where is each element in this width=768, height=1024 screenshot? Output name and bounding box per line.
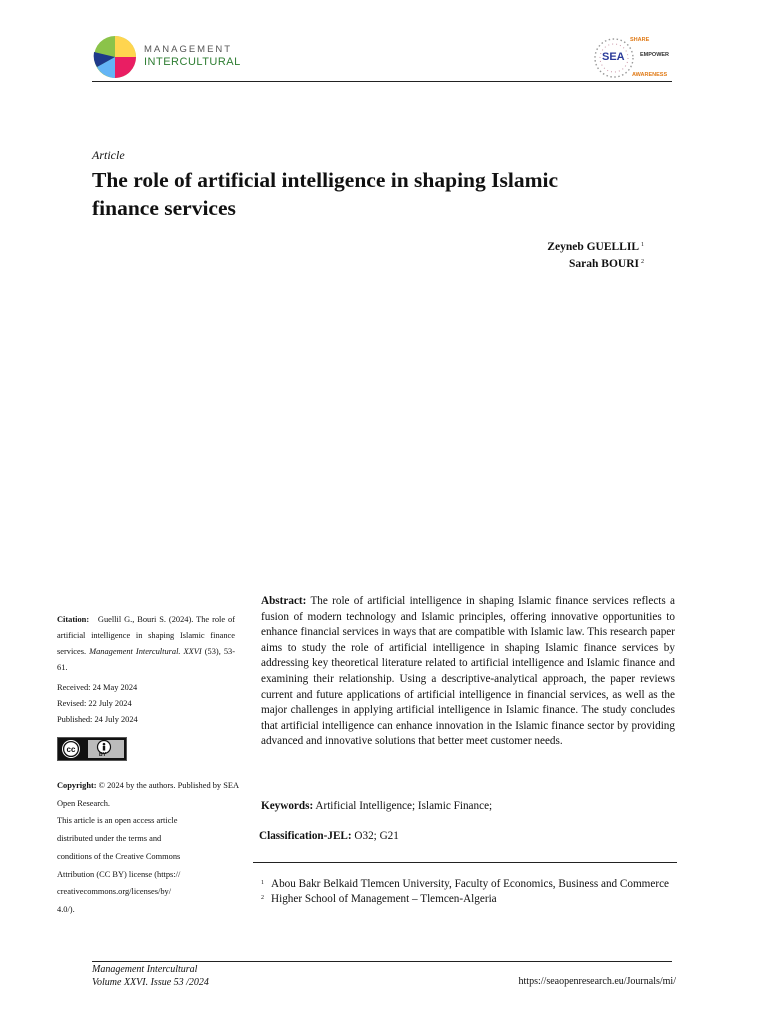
footer-journal-info	[92, 963, 209, 989]
journal-logo-line2: INTERCULTURAL	[144, 56, 241, 68]
article-type-label: Article	[92, 148, 125, 162]
article-title-line2: finance services	[92, 196, 236, 220]
copyright-text: © 2024 by the authors. Published by SEA Open Research.	[57, 781, 239, 808]
license-line[interactable]: creativecommons.org/licenses/by/	[57, 887, 172, 897]
creative-commons-icon	[58, 738, 126, 760]
keywords-label: Keywords:	[261, 800, 314, 812]
footer-journal-name: Management Intercultural	[92, 964, 198, 975]
affiliation-mark: 1	[261, 880, 264, 886]
article-sidebar	[57, 612, 235, 728]
author-list	[547, 238, 644, 272]
affiliation-text: Higher School of Management – Tlemcen-Algeria	[271, 893, 497, 905]
citation-journal: Management Intercultural. XXVI	[89, 647, 202, 656]
journal-logo	[92, 34, 241, 82]
received-date: Received: 24 May 2024	[57, 683, 138, 692]
sea-logo-share: SHARE	[630, 37, 650, 43]
sea-logo-awareness: AWARENESS	[632, 72, 668, 78]
license-line[interactable]: Attribution (CC BY) license (https://	[57, 869, 181, 879]
affiliation-text: Abou Bakr Belkaid Tlemcen University, Faculty of Economics, Business and Commerce	[271, 878, 670, 890]
author-item	[547, 255, 644, 272]
abstract-text: The role of artificial intelligence in shaping Islamic finance services reflects a fusion of modern technology and Islamic principles, offering innovative opportunities to enhance financial services in ways that are compatible with Islamic law. This research paper aims to study the role of artificial intelligence in shaping Islamic finance services by addressing key theoretical literature related to artificial intelligence and Islamic finance and examining their relationship. Using a descriptive-analytical approach, the paper reviews current and future applications of artificial intelligence in financial services, as well as the major challenges in applying artificial intelligence in Islamic finance. The study concludes that artificial intelligence can enhance innovation in the Islamic finance sector by providing advanced and innovative solutions that better meet customer needs.	[261, 595, 675, 748]
header-divider	[92, 81, 672, 82]
article-title	[92, 166, 692, 222]
svg-text:cc: cc	[66, 745, 76, 754]
sea-logo	[592, 35, 682, 81]
license-line: conditions of the Creative Commons	[57, 851, 181, 861]
keywords	[261, 800, 492, 812]
copyright-statement	[57, 777, 239, 812]
footer-volume: Volume XXVI. Issue 53 /2024	[92, 977, 209, 988]
license-line[interactable]: 4.0/).	[57, 904, 75, 914]
sea-logo-center: SEA	[602, 51, 625, 63]
abstract-label: Abstract:	[261, 595, 307, 607]
jel-text: O32; G21	[354, 830, 399, 842]
sea-logo-empower: EMPOWER	[640, 52, 670, 58]
footer-journal-url[interactable]: https://seaopenresearch.eu/Journals/mi/	[518, 976, 676, 987]
citation-tail: (53), 53-61.	[57, 647, 236, 672]
affiliation-item	[261, 877, 677, 892]
author-affiliation-mark: 1	[641, 242, 644, 248]
author-item	[547, 238, 644, 255]
journal-logo-icon	[92, 34, 138, 80]
license-line: distributed under the terms and	[57, 834, 162, 844]
revised-date: Revised: 22 July 2024	[57, 699, 132, 708]
jel-label: Classification-JEL:	[259, 830, 352, 842]
published-date: Published: 24 July 2024	[57, 715, 138, 724]
author-name: Sarah BOURI	[569, 258, 639, 270]
citation-text: Guellil G., Bouri S. (2024). The role of artificial intelligence in shaping Islamic finance services.	[57, 615, 235, 656]
copyright-block	[57, 777, 239, 919]
license-line: This article is an open access article	[57, 816, 178, 826]
affiliations	[261, 877, 677, 907]
citation-block	[57, 612, 235, 676]
citation-label: Citation:	[57, 615, 90, 624]
cc-by-license-badge[interactable]	[57, 737, 127, 761]
abstract	[261, 594, 675, 750]
affiliation-item	[261, 892, 677, 907]
copyright-label: Copyright:	[57, 781, 97, 790]
cc-badge-label: BY	[99, 752, 106, 758]
author-name: Zeyneb GUELLIL	[547, 241, 639, 253]
affiliation-mark: 2	[261, 895, 264, 901]
footer-divider	[92, 961, 672, 962]
article-title-line1: The role of artificial intelligence in shaping Islamic	[92, 168, 559, 192]
jel-classification	[259, 830, 399, 842]
journal-logo-line1: MANAGEMENT	[144, 44, 233, 55]
author-affiliation-mark: 2	[641, 259, 644, 265]
keywords-text: Artificial Intelligence; Islamic Finance;	[315, 800, 493, 812]
affiliations-divider	[253, 862, 677, 863]
